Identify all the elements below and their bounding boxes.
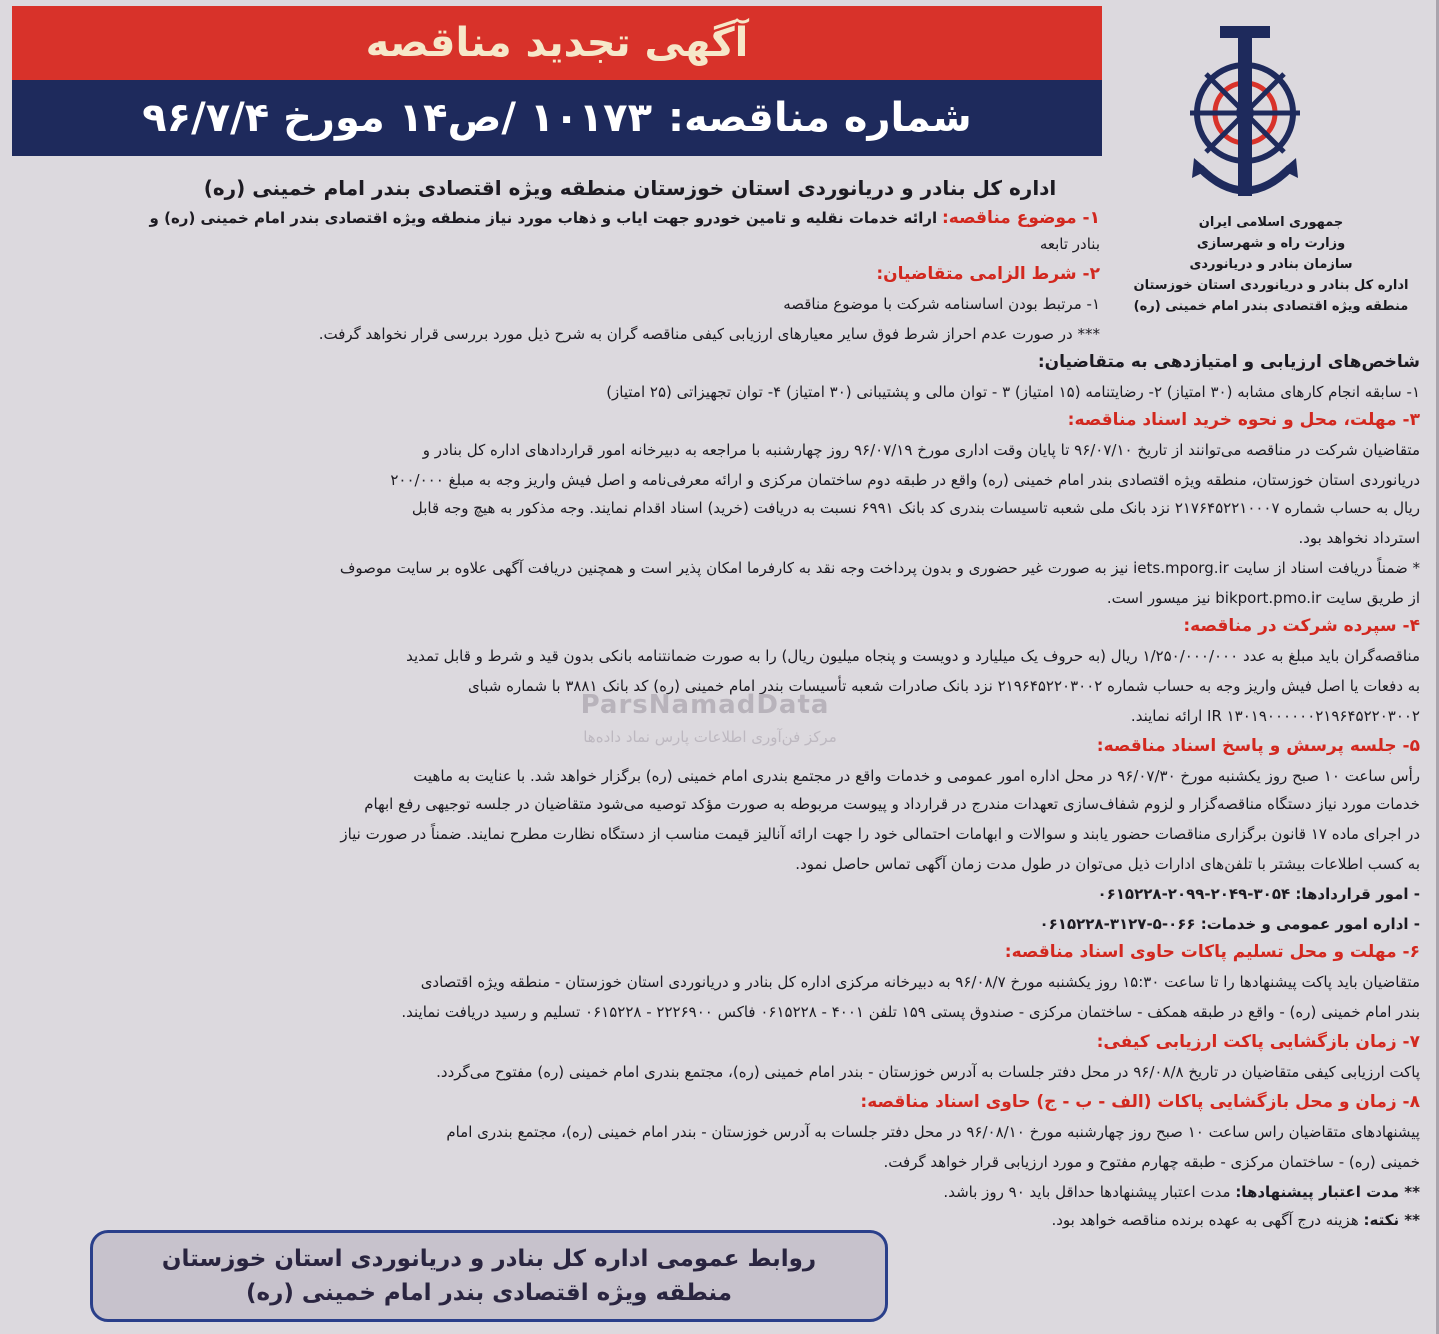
org-hierarchy: [1112, 212, 1430, 317]
tender-number-label: شماره مناقصه:: [667, 95, 972, 141]
notice-title: آگهی تجدید مناقصه: [365, 20, 749, 66]
public-relations-footer: [90, 1230, 888, 1322]
note-heading: ** نکته:: [1363, 1211, 1420, 1229]
org-line: اداره کل بنادر و دریانوردی استان خوزستان: [1133, 278, 1409, 293]
section-5-heading: ۵- جلسه پرسش و پاسخ اسناد مناقصه:: [1096, 736, 1420, 756]
section-5-line: رأس ساعت ۱۰ صبح روز یکشنبه مورخ ۹۶/۰۷/۳۰ در محل اداره امور عمومی و خدمات واقع در مجتمع بندری امام خمینی (ره) برگزار خواهد شد. با عنایت به ماهیت: [413, 767, 1420, 785]
section-5-line: به کسب اطلاعات بیشتر با تلفن‌های ادارات ذیل می‌توان در طول مدت زمان آگهی تماس حاصل نمود.: [795, 855, 1420, 873]
section-3-line: متقاضیان شرکت در مناقصه می‌توانند از تاریخ ۹۶/۰۷/۱۰ تا پایان وقت اداری مورخ ۹۶/۰۷/۱۹ روز چهارشنبه با مراجعه به دبیرخانه امور قراردادهای اداره کل بنادر و: [422, 441, 1420, 459]
section-6-heading: ۶- مهلت و محل تسلیم پاکات حاوی اسناد مناقصه:: [1004, 942, 1420, 962]
section-6-line: متقاضیان باید پاکت پیشنهادها را تا ساعت ۱۵:۳۰ روز یکشنبه مورخ ۹۶/۰۸/۷ به دبیرخانه مرکزی اداره کل بنادر و دریانوردی استان خوزستان - منطقه ویژه اقتصادی: [420, 973, 1420, 991]
org-line: جمهوری اسلامی ایران: [1198, 215, 1344, 230]
section-1: [40, 206, 1100, 230]
section-4-line: IR ۱۳۰۱۹۰۰۰۰۰۰۲۱۹۶۴۵۲۲۰۳۰۰۲ ارائه نمایند.: [1130, 707, 1420, 725]
parsnamad-watermark: ParsNamadData: [580, 690, 830, 720]
section-3-line: از طریق سایت bikport.pmo.ir نیز میسور است.: [1106, 589, 1420, 607]
validity-line: [40, 1180, 1420, 1204]
number-banner: [12, 80, 1102, 156]
title-banner: [12, 6, 1102, 80]
section-3-line: دریانوردی استان خوزستان، منطقه ویژه اقتصادی بندر امام خمینی (ره) واقع در طبقه دوم ساختمان مرکزی و ارائه معرفی‌نامه و اصل فیش واریز وجه به مبلغ ۲۰۰/۰۰۰: [390, 471, 1420, 489]
main-title: اداره کل بنادر و دریانوردی استان خوزستان منطقه ویژه اقتصادی بندر امام خمینی (ره): [203, 176, 1057, 200]
criteria-text: ۱- سابقه انجام کارهای مشابه (۳۰ امتیاز) ۲- رضایتنامه (۱۵ امتیاز) ۳ - توان مالی و پشتیبانی (۳۰ امتیاز) ۴- توان تجهیزاتی (۲۵ امتیاز): [606, 383, 1420, 401]
parsnamad-watermark-caption: مرکز فن‌آوری اطلاعات پارس نماد داده‌ها: [583, 728, 837, 746]
section-3-line: * ضمناً دریافت اسناد از سایت iets.mporg.ir نیز به صورت غیر حضوری و بدون پرداخت وجه نقد به کارفرما امکان پذیر است و همچنین دریافت آگهی علاوه بر سایت موصوف: [339, 559, 1420, 577]
footer-line-1: روابط عمومی اداره کل بنادر و دریانوردی استان خوزستان: [161, 1246, 817, 1272]
section-3-line: ریال به حساب شماره ۲۱۷۶۴۵۲۲۱۰۰۰۷ نزد بانک ملی شعبه تاسیسات بندری کد بانک ۶۹۹۱ نسبت به دریافت (خرید) اسناد اقدام نمایند. وجه مذکور به هیچ وجه قابل: [411, 499, 1420, 517]
contact-contracts: - امور قراردادها: ۳۰۵۴-۲۰۴۹-۲۰۹۹-۰۶۱۵۲۲۸: [1097, 885, 1420, 903]
org-line: وزارت راه و شهرسازی: [1196, 236, 1346, 251]
section-5-line: خدمات مورد نیاز دستگاه مناقصه‌گزار و لزوم شفاف‌سازی تعهدات مندرج در قرارداد و پیوست مربوطه به صورت مؤکد توصیه می‌شود متقاضیان در جلسه توجیهی رفع ابهام: [364, 795, 1420, 813]
note-line: [40, 1208, 1420, 1232]
org-line: سازمان بنادر و دریانوردی: [1189, 257, 1353, 272]
note-text: هزینه درج آگهی به عهده برنده مناقصه خواهد بود.: [1051, 1211, 1359, 1229]
section-4-line: مناقصه‌گران باید مبلغ به عدد ۱/۲۵۰/۰۰۰/۰۰۰ ریال (به حروف یک میلیارد و دویست و پنجاه میلیون ریال) را به صورت ضمانتنامه بانکی بدون قید و شرط و قابل تمدید: [406, 647, 1420, 665]
org-line: منطقه ویژه اقتصادی بندر امام خمینی (ره): [1133, 299, 1409, 314]
section-1-text: ارائه خدمات نقلیه و تامین خودرو جهت ایاب و ذهاب مورد نیاز منطقه ویژه اقتصادی بندر امام خمینی (ره) و: [149, 209, 938, 227]
section-2-note: *** در صورت عدم احراز شرط فوق سایر معیارهای ارزیابی کیفی مناقصه گران به شرح ذیل مورد بررسی قرار نخواهد گرفت.: [318, 325, 1100, 343]
section-8-heading: ۸- زمان و محل بازگشایی پاکات (الف - ب - ج) حاوی اسناد مناقصه:: [860, 1092, 1420, 1112]
section-3-line: استرداد نخواهد بود.: [1298, 529, 1420, 547]
contact-general-affairs: - اداره امور عمومی و خدمات: ۰۶۶-۵-۳۱۲۷-۰۶۱۵۲۲۸: [1039, 915, 1420, 933]
section-1-heading: ۱- موضوع مناقصه:: [941, 208, 1100, 228]
section-2-item: ۱- مرتبط بودن اساسنامه شرکت با موضوع مناقصه: [783, 295, 1100, 313]
section-5-line: در اجرای ماده ۱۷ قانون برگزاری مناقصات حضور یابند و سوالات و ابهامات احتمالی خود را جهت ارائه آنالیز قیمت مناسب از دستگاه نظارت مطرح نمایند. ضمناً در صورت نیاز: [340, 825, 1420, 843]
section-3-heading: ۳- مهلت، محل و نحوه خرید اسناد مناقصه:: [1067, 410, 1420, 430]
validity-heading: ** مدت اعتبار پیشنهادها:: [1235, 1183, 1420, 1201]
section-1-cont: بنادر تابعه: [1039, 235, 1100, 253]
section-4-line: به دفعات یا اصل فیش واریز وجه به حساب شماره ۲۱۹۶۴۵۲۲۰۳۰۰۲ نزد بانک صادرات شعبه تأسیسات بندر امام خمینی (ره) کد بانک ۳۸۸۱ با شماره شبای: [467, 677, 1420, 695]
section-7-line: پاکت ارزیابی کیفی متقاضیان در تاریخ ۹۶/۰۸/۸ در محل دفتر جلسات به آدرس خوزستان - بندر امام خمینی (ره)، مجتمع بندری امام خمینی (ره) مفتوح می‌گردد.: [436, 1063, 1420, 1081]
section-7-heading: ۷- زمان بازگشایی پاکت ارزیابی کیفی:: [1096, 1032, 1420, 1052]
ports-organization-logo-icon: [1180, 18, 1310, 208]
criteria-heading: شاخص‌های ارزیابی و امتیازدهی به متقاضیان:: [1037, 352, 1420, 372]
section-2-heading: ۲- شرط الزامی متقاضیان:: [876, 264, 1100, 284]
section-4-heading: ۴- سپرده شرکت در مناقصه:: [1183, 616, 1420, 636]
section-6-line: بندر امام خمینی (ره) - واقع در طبقه همکف - ساختمان مرکزی - صندوق پستی ۱۵۹ تلفن ۴۰۰۱ - ۰۶۱۵۲۲۸ فاکس ۲۲۲۶۹۰۰ - ۰۶۱۵۲۲۸ تسلیم و رسید دریافت نمایند.: [401, 1003, 1420, 1021]
section-8-line: خمینی (ره) - ساختمان مرکزی - طبقه چهارم مفتوح و مورد ارزیابی قرار خواهد گرفت.: [883, 1153, 1420, 1171]
validity-text: مدت اعتبار پیشنهادها حداقل باید ۹۰ روز باشد.: [943, 1183, 1231, 1201]
footer-line-2: منطقه ویژه اقتصادی بندر امام خمینی (ره): [246, 1280, 732, 1306]
tender-number-value: ۱۰۱۷۳ /ص۱۴ مورخ ۹۶/۷/۴: [142, 95, 652, 141]
section-8-line: پیشنهادهای متقاضیان راس ساعت ۱۰ صبح روز چهارشنبه مورخ ۹۶/۰۸/۱۰ در محل دفتر جلسات به آدرس خوزستان - بندر امام خمینی (ره)، مجتمع بندری امام: [446, 1123, 1420, 1141]
